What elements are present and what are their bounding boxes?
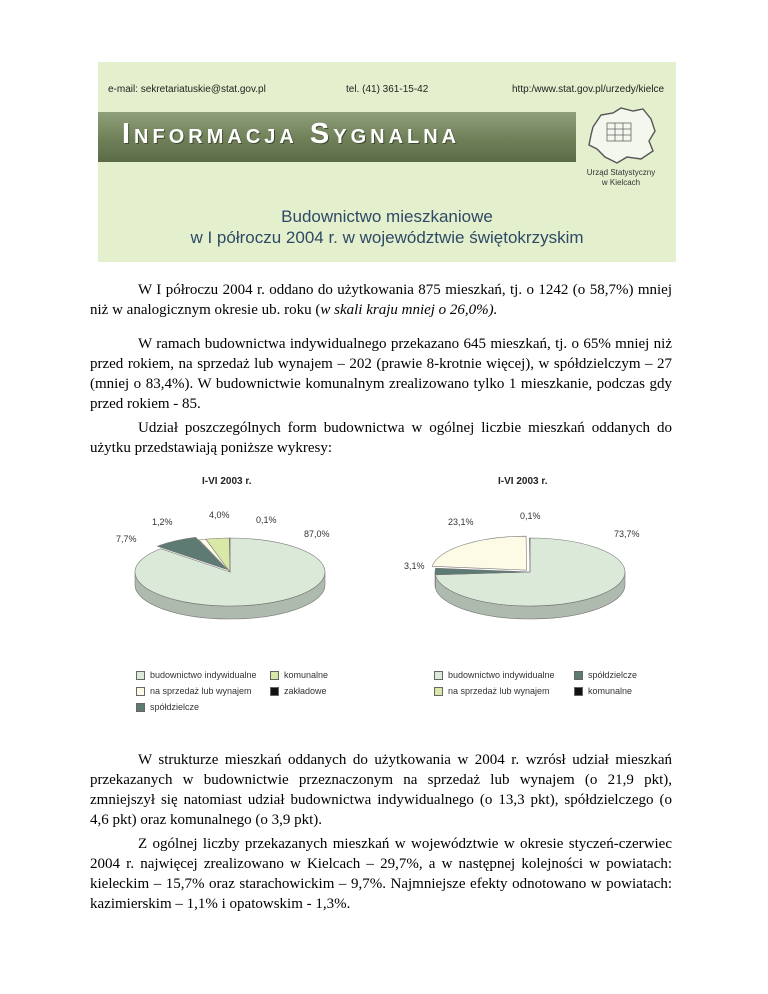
chart2-title: I-VI 2003 r. xyxy=(498,476,548,487)
chart2-label-spoldzielcze: 3,1% xyxy=(404,561,425,571)
legend-label: na sprzedaż lub wynajem xyxy=(150,686,252,696)
legend-label: komunalne xyxy=(588,686,633,696)
swatch xyxy=(270,671,279,680)
legend-label: spółdzielcze xyxy=(150,702,200,712)
chart2-label-indywidualne: 73,7% xyxy=(614,529,640,539)
region-map-logo-icon xyxy=(583,105,658,165)
paragraph-5: Z ogólnej liczby przekazanych mieszkań w województwie w okresie styczeń-czerwiec 2004 r. najwięcej zrealizowano w Kielcach – 29,7%, a w następnej kolejności w powiatach: kieleckim – 15,7% oraz starachowickim – 9,7%. Najmniejsze efekty odnotowano w powiatach: kazimierskim – 1,1% i opatowskim - 1,3%. xyxy=(90,836,672,912)
legend-label: zakładowe xyxy=(284,686,327,696)
swatch xyxy=(136,703,145,712)
institution-line2: w Kielcach xyxy=(601,178,641,187)
chart1-label-spoldzielcze: 7,7% xyxy=(116,534,137,544)
chart2-legend-spoldzielcze xyxy=(574,670,637,680)
legend-label: budownictwo indywidualne xyxy=(448,670,555,680)
paragraph-1 xyxy=(90,280,672,320)
paragraph-4: W strukturze mieszkań oddanych do użytkowania w 2004 r. wzrósł udział mieszkań przekazanych w budownictwie przeznaczonym na sprzedaż lub wynajem (o 21,9 pkt), zmniejszył się natomiast udział budownictwa indywidualnego (o 13,3 pkt), spółdzielczego (o 4,6 pkt) oraz komunalnego (o 3,9 pkt). xyxy=(90,752,672,828)
institution-line1: Urząd Statystyczny xyxy=(586,168,656,177)
website-link[interactable]: http:/www.stat.gov.pl/urzedy/kielce xyxy=(512,84,665,95)
paragraph-2: W ramach budownictwa indywidualnego przekazano 645 mieszkań, tj. o 65% mniej niż przed rokiem, na sprzedaż lub wynajem – 202 (prawie 8-krotnie więcej), w spółdzielczym – 27 (mniej o 83,4%). W budownictwie komunalnym zrealizowano tylko 1 mieszkanie, podczas gdy przed rokiem - 85. xyxy=(90,336,672,412)
swatch xyxy=(136,687,145,696)
publication-title-line2: w I półroczu 2004 r. w województwie świętokrzyskim xyxy=(190,228,584,247)
legend-label: spółdzielcze xyxy=(588,670,638,680)
paragraph-3: Udział poszczególnych form budownictwa w ogólnej liczbie mieszkań oddanych do użytku przedstawiają poniższe wykresy: xyxy=(90,420,672,456)
legend-label: budownictwo indywidualne xyxy=(150,670,257,680)
chart1-legend-spoldzielcze xyxy=(136,702,199,712)
chart1-label-indywidualne: 87,0% xyxy=(304,529,330,539)
chart1-legend-indywidualne xyxy=(136,670,257,680)
chart2-legend-sprzedaz xyxy=(434,686,550,696)
publication-title xyxy=(98,206,676,248)
chart2-label-komunalne: 0,1% xyxy=(520,511,541,521)
chart1-pie xyxy=(110,500,360,650)
legend-label: komunalne xyxy=(284,670,329,680)
swatch xyxy=(136,671,145,680)
chart2-legend-indywidualne xyxy=(434,670,555,680)
contact-bar xyxy=(108,84,666,98)
email-link[interactable]: e-mail: sekretariatuskie@stat.gov.pl xyxy=(108,84,266,95)
chart2-legend-komunalne xyxy=(574,686,632,696)
chart2-label-sprzedaz: 23,1% xyxy=(448,517,474,527)
paragraph-1-text: W I półroczu 2004 r. oddano do użytkowania 875 mieszkań, tj. o 1242 (o 58,7%) mniej niż w analogicznym okresie ub. roku ( xyxy=(90,282,672,318)
phone-text: tel. (41) 361-15-42 xyxy=(346,84,429,95)
banner-title: Informacja Sygnalna xyxy=(122,118,461,150)
swatch xyxy=(434,687,443,696)
pie-top-group xyxy=(432,536,625,606)
chart1-title: I-VI 2003 r. xyxy=(202,476,252,487)
paragraph-1-italic: w skali kraju mniej o 26,0%). xyxy=(320,302,498,318)
chart1-legend-sprzedaz xyxy=(136,686,252,696)
chart1-legend-komunalne xyxy=(270,670,328,680)
publication-title-line1: Budownictwo mieszkaniowe xyxy=(281,207,493,226)
pie-top-group xyxy=(135,537,325,606)
institution-name xyxy=(573,168,669,188)
chart1-label-zakladowe: 0,1% xyxy=(256,515,277,525)
chart1-label-komunalne: 4,0% xyxy=(209,510,230,520)
pie-slice-komunalne xyxy=(529,538,530,572)
swatch xyxy=(434,671,443,680)
swatch xyxy=(574,687,583,696)
chart1-legend-zakladowe xyxy=(270,686,327,696)
pie-slice-na-sprzedaż-lub-wynajem xyxy=(432,536,526,570)
chart1-label-sprzedaz: 1,2% xyxy=(152,517,173,527)
legend-label: na sprzedaż lub wynajem xyxy=(448,686,550,696)
swatch xyxy=(574,671,583,680)
swatch xyxy=(270,687,279,696)
